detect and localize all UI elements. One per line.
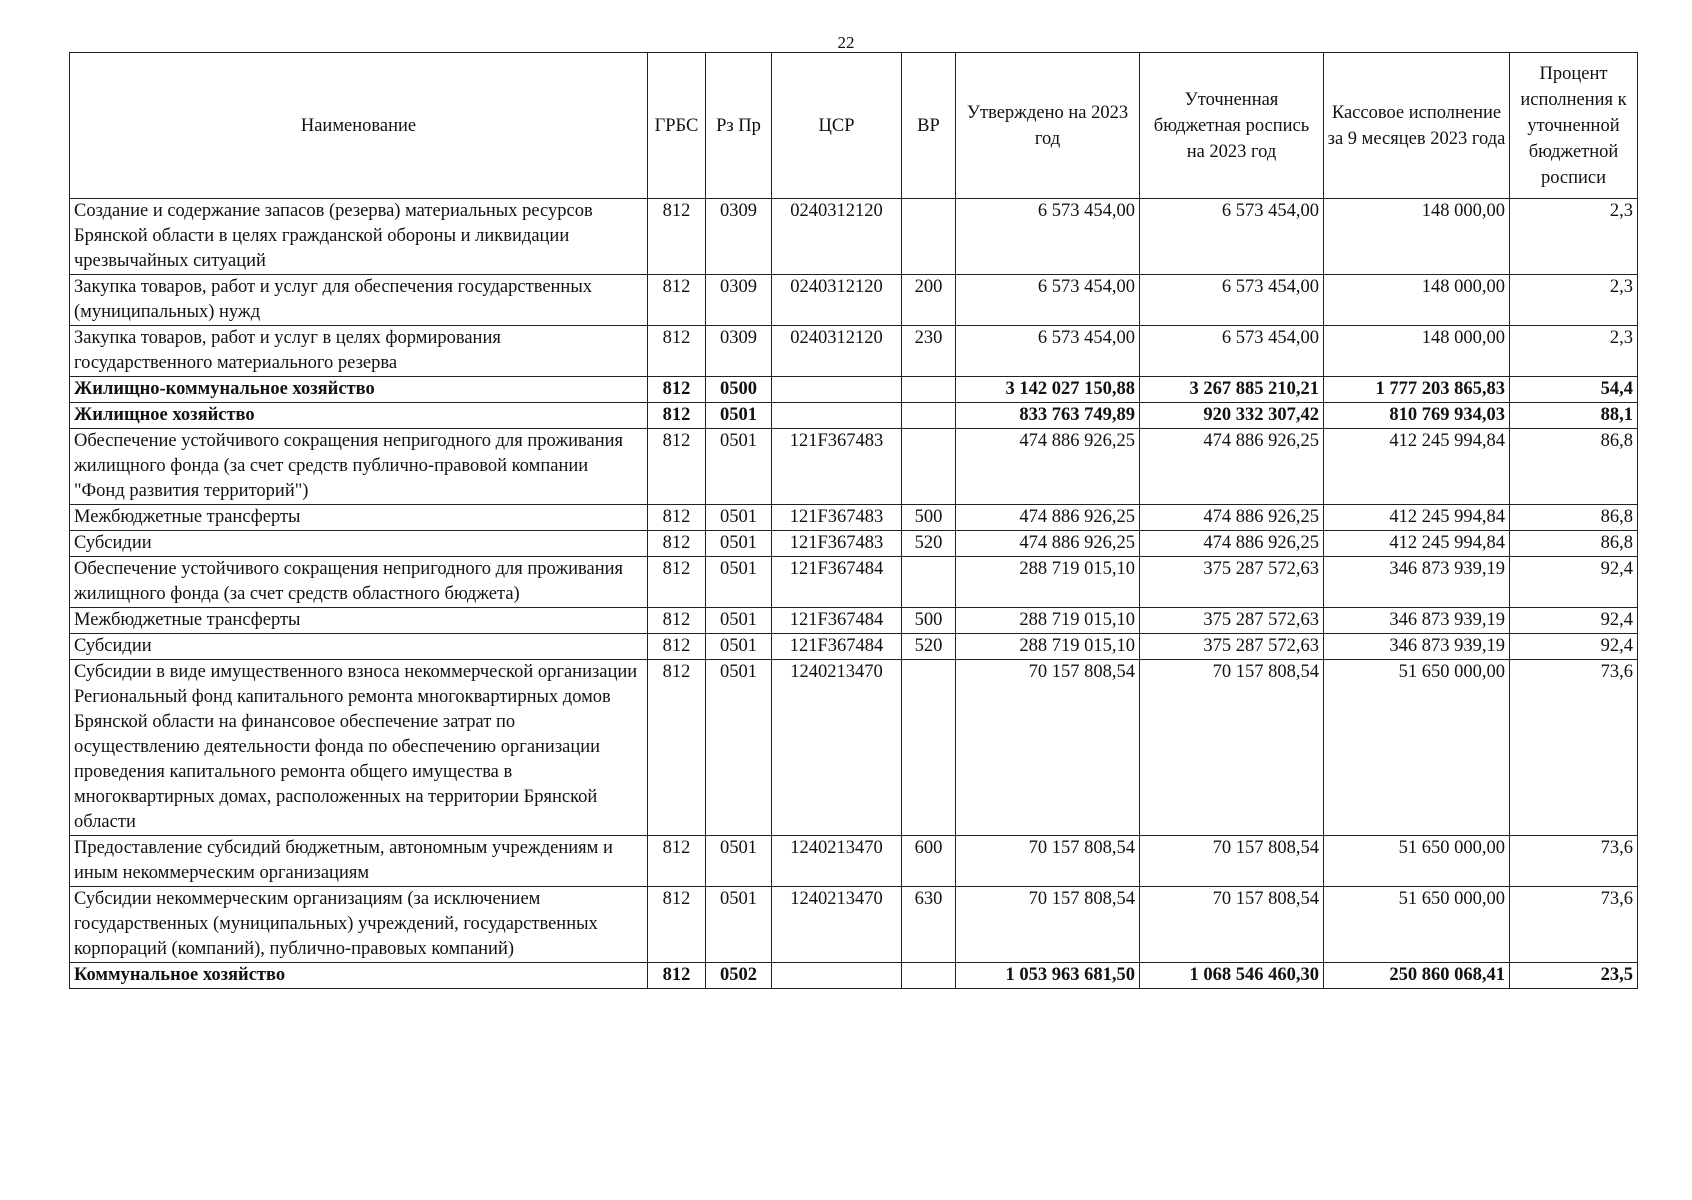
cell-name: Субсидии в виде имущественного взноса некоммерческой организации Региональный фонд капитального ремонта многоквартирных домов Брянской области на финансовое обеспечение затрат по осуществлению деятельности фонда по обеспечению организации проведения капитального ремонта общего имущества в многоквартирных домах, расположенных на территории Брянской области	[70, 660, 648, 836]
cell-approved: 474 886 926,25	[956, 531, 1140, 557]
cell-refined: 6 573 454,00	[1140, 275, 1324, 326]
cell-approved: 3 142 027 150,88	[956, 377, 1140, 403]
cell-vr: 230	[902, 326, 956, 377]
cell-name: Предоставление субсидий бюджетным, автономным учреждениям и иным некоммерческим организациям	[70, 836, 648, 887]
cell-name: Закупка товаров, работ и услуг для обеспечения государственных (муниципальных) нужд	[70, 275, 648, 326]
cell-name: Создание и содержание запасов (резерва) материальных ресурсов Брянской области в целях гражданской обороны и ликвидации чрезвычайных ситуаций	[70, 199, 648, 275]
cell-csr: 121F367484	[772, 608, 902, 634]
table-row	[70, 887, 1638, 963]
cell-executed: 250 860 068,41	[1324, 963, 1510, 989]
cell-executed: 346 873 939,19	[1324, 557, 1510, 608]
cell-name: Межбюджетные трансферты	[70, 608, 648, 634]
cell-executed: 412 245 994,84	[1324, 429, 1510, 505]
cell-executed: 148 000,00	[1324, 326, 1510, 377]
cell-percent: 2,3	[1510, 199, 1638, 275]
cell-csr: 121F367484	[772, 557, 902, 608]
header-vr: ВР	[902, 53, 956, 199]
cell-approved: 70 157 808,54	[956, 887, 1140, 963]
cell-rzpr: 0501	[706, 660, 772, 836]
page-number: 22	[837, 33, 855, 52]
cell-executed: 51 650 000,00	[1324, 887, 1510, 963]
table-row	[70, 429, 1638, 505]
cell-percent: 73,6	[1510, 836, 1638, 887]
cell-vr	[902, 557, 956, 608]
cell-approved: 833 763 749,89	[956, 403, 1140, 429]
cell-csr: 121F367483	[772, 505, 902, 531]
cell-approved: 6 573 454,00	[956, 199, 1140, 275]
cell-name: Закупка товаров, работ и услуг в целях формирования государственного материального резерва	[70, 326, 648, 377]
table-row	[70, 377, 1638, 403]
cell-approved: 288 719 015,10	[956, 608, 1140, 634]
cell-grbs: 812	[648, 660, 706, 836]
cell-vr	[902, 963, 956, 989]
table-body	[70, 199, 1638, 989]
cell-approved: 474 886 926,25	[956, 429, 1140, 505]
cell-csr: 1240213470	[772, 660, 902, 836]
cell-grbs: 812	[648, 608, 706, 634]
cell-percent: 86,8	[1510, 429, 1638, 505]
cell-refined: 375 287 572,63	[1140, 557, 1324, 608]
cell-refined: 70 157 808,54	[1140, 660, 1324, 836]
cell-name: Субсидии некоммерческим организациям (за исключением государственных (муниципальных) учреждений, государственных корпораций (компаний), публично-правовых компаний)	[70, 887, 648, 963]
cell-refined: 70 157 808,54	[1140, 887, 1324, 963]
cell-rzpr: 0502	[706, 963, 772, 989]
cell-executed: 1 777 203 865,83	[1324, 377, 1510, 403]
cell-refined: 3 267 885 210,21	[1140, 377, 1324, 403]
cell-percent: 73,6	[1510, 887, 1638, 963]
cell-grbs: 812	[648, 634, 706, 660]
table-row	[70, 531, 1638, 557]
cell-rzpr: 0309	[706, 275, 772, 326]
cell-name: Жилищно-коммунальное хозяйство	[70, 377, 648, 403]
table-row	[70, 634, 1638, 660]
cell-refined: 70 157 808,54	[1140, 836, 1324, 887]
cell-approved: 70 157 808,54	[956, 660, 1140, 836]
table-row	[70, 505, 1638, 531]
cell-executed: 346 873 939,19	[1324, 608, 1510, 634]
table-row	[70, 326, 1638, 377]
cell-rzpr: 0501	[706, 531, 772, 557]
cell-vr	[902, 429, 956, 505]
cell-percent: 73,6	[1510, 660, 1638, 836]
cell-refined: 474 886 926,25	[1140, 531, 1324, 557]
table-row	[70, 199, 1638, 275]
table-row	[70, 403, 1638, 429]
cell-rzpr: 0500	[706, 377, 772, 403]
table-row	[70, 275, 1638, 326]
cell-grbs: 812	[648, 887, 706, 963]
cell-executed: 412 245 994,84	[1324, 505, 1510, 531]
cell-vr: 200	[902, 275, 956, 326]
cell-rzpr: 0501	[706, 403, 772, 429]
cell-percent: 54,4	[1510, 377, 1638, 403]
header-executed: Кассовое исполнение за 9 месяцев 2023 года	[1324, 53, 1510, 199]
cell-executed: 810 769 934,03	[1324, 403, 1510, 429]
cell-percent: 88,1	[1510, 403, 1638, 429]
table-row	[70, 836, 1638, 887]
cell-csr: 121F367484	[772, 634, 902, 660]
cell-name: Субсидии	[70, 531, 648, 557]
cell-percent: 92,4	[1510, 557, 1638, 608]
cell-percent: 2,3	[1510, 326, 1638, 377]
cell-vr	[902, 660, 956, 836]
cell-rzpr: 0501	[706, 836, 772, 887]
cell-percent: 23,5	[1510, 963, 1638, 989]
header-rzpr: Рз Пр	[706, 53, 772, 199]
header-csr: ЦСР	[772, 53, 902, 199]
cell-refined: 6 573 454,00	[1140, 326, 1324, 377]
cell-approved: 1 053 963 681,50	[956, 963, 1140, 989]
cell-csr: 1240213470	[772, 836, 902, 887]
cell-refined: 375 287 572,63	[1140, 608, 1324, 634]
cell-grbs: 812	[648, 836, 706, 887]
table-row	[70, 557, 1638, 608]
cell-csr: 121F367483	[772, 531, 902, 557]
table-row	[70, 963, 1638, 989]
table-header-row	[70, 53, 1638, 199]
cell-csr: 121F367483	[772, 429, 902, 505]
cell-executed: 412 245 994,84	[1324, 531, 1510, 557]
cell-grbs: 812	[648, 505, 706, 531]
cell-refined: 474 886 926,25	[1140, 429, 1324, 505]
cell-name: Обеспечение устойчивого сокращения непригодного для проживания жилищного фонда (за счет средств областного бюджета)	[70, 557, 648, 608]
cell-rzpr: 0309	[706, 326, 772, 377]
cell-rzpr: 0501	[706, 887, 772, 963]
cell-rzpr: 0501	[706, 429, 772, 505]
cell-csr: 1240213470	[772, 887, 902, 963]
cell-approved: 288 719 015,10	[956, 557, 1140, 608]
budget-execution-table	[69, 52, 1638, 989]
cell-grbs: 812	[648, 429, 706, 505]
cell-executed: 148 000,00	[1324, 199, 1510, 275]
cell-name: Межбюджетные трансферты	[70, 505, 648, 531]
header-grbs: ГРБС	[648, 53, 706, 199]
cell-approved: 474 886 926,25	[956, 505, 1140, 531]
cell-name: Жилищное хозяйство	[70, 403, 648, 429]
cell-grbs: 812	[648, 326, 706, 377]
header-percent: Процент исполнения к уточненной бюджетной росписи	[1510, 53, 1638, 199]
cell-rzpr: 0501	[706, 608, 772, 634]
cell-vr	[902, 199, 956, 275]
cell-grbs: 812	[648, 377, 706, 403]
cell-refined: 375 287 572,63	[1140, 634, 1324, 660]
cell-grbs: 812	[648, 531, 706, 557]
cell-vr: 630	[902, 887, 956, 963]
cell-rzpr: 0309	[706, 199, 772, 275]
cell-percent: 2,3	[1510, 275, 1638, 326]
cell-approved: 6 573 454,00	[956, 326, 1140, 377]
cell-approved: 6 573 454,00	[956, 275, 1140, 326]
cell-name: Обеспечение устойчивого сокращения непригодного для проживания жилищного фонда (за счет средств публично-правовой компании "Фонд развития территорий")	[70, 429, 648, 505]
table-row	[70, 660, 1638, 836]
cell-approved: 288 719 015,10	[956, 634, 1140, 660]
cell-approved: 70 157 808,54	[956, 836, 1140, 887]
cell-vr	[902, 377, 956, 403]
cell-grbs: 812	[648, 963, 706, 989]
cell-percent: 86,8	[1510, 531, 1638, 557]
cell-executed: 346 873 939,19	[1324, 634, 1510, 660]
header-name: Наименование	[70, 53, 648, 199]
cell-percent: 86,8	[1510, 505, 1638, 531]
cell-percent: 92,4	[1510, 634, 1638, 660]
cell-executed: 148 000,00	[1324, 275, 1510, 326]
header-refined: Уточненная бюджетная роспись на 2023 год	[1140, 53, 1324, 199]
header-approved: Утверждено на 2023 год	[956, 53, 1140, 199]
cell-grbs: 812	[648, 199, 706, 275]
cell-vr: 500	[902, 505, 956, 531]
cell-rzpr: 0501	[706, 634, 772, 660]
cell-name: Коммунальное хозяйство	[70, 963, 648, 989]
cell-csr: 0240312120	[772, 199, 902, 275]
cell-refined: 920 332 307,42	[1140, 403, 1324, 429]
cell-vr: 520	[902, 531, 956, 557]
cell-refined: 474 886 926,25	[1140, 505, 1324, 531]
cell-refined: 6 573 454,00	[1140, 199, 1324, 275]
cell-csr	[772, 963, 902, 989]
cell-csr	[772, 403, 902, 429]
cell-rzpr: 0501	[706, 557, 772, 608]
cell-executed: 51 650 000,00	[1324, 660, 1510, 836]
cell-csr: 0240312120	[772, 326, 902, 377]
cell-name: Субсидии	[70, 634, 648, 660]
cell-csr	[772, 377, 902, 403]
cell-grbs: 812	[648, 557, 706, 608]
cell-vr: 520	[902, 634, 956, 660]
cell-grbs: 812	[648, 275, 706, 326]
cell-rzpr: 0501	[706, 505, 772, 531]
cell-vr: 500	[902, 608, 956, 634]
cell-csr: 0240312120	[772, 275, 902, 326]
cell-refined: 1 068 546 460,30	[1140, 963, 1324, 989]
cell-percent: 92,4	[1510, 608, 1638, 634]
table-row	[70, 608, 1638, 634]
cell-vr: 600	[902, 836, 956, 887]
cell-grbs: 812	[648, 403, 706, 429]
cell-executed: 51 650 000,00	[1324, 836, 1510, 887]
cell-vr	[902, 403, 956, 429]
